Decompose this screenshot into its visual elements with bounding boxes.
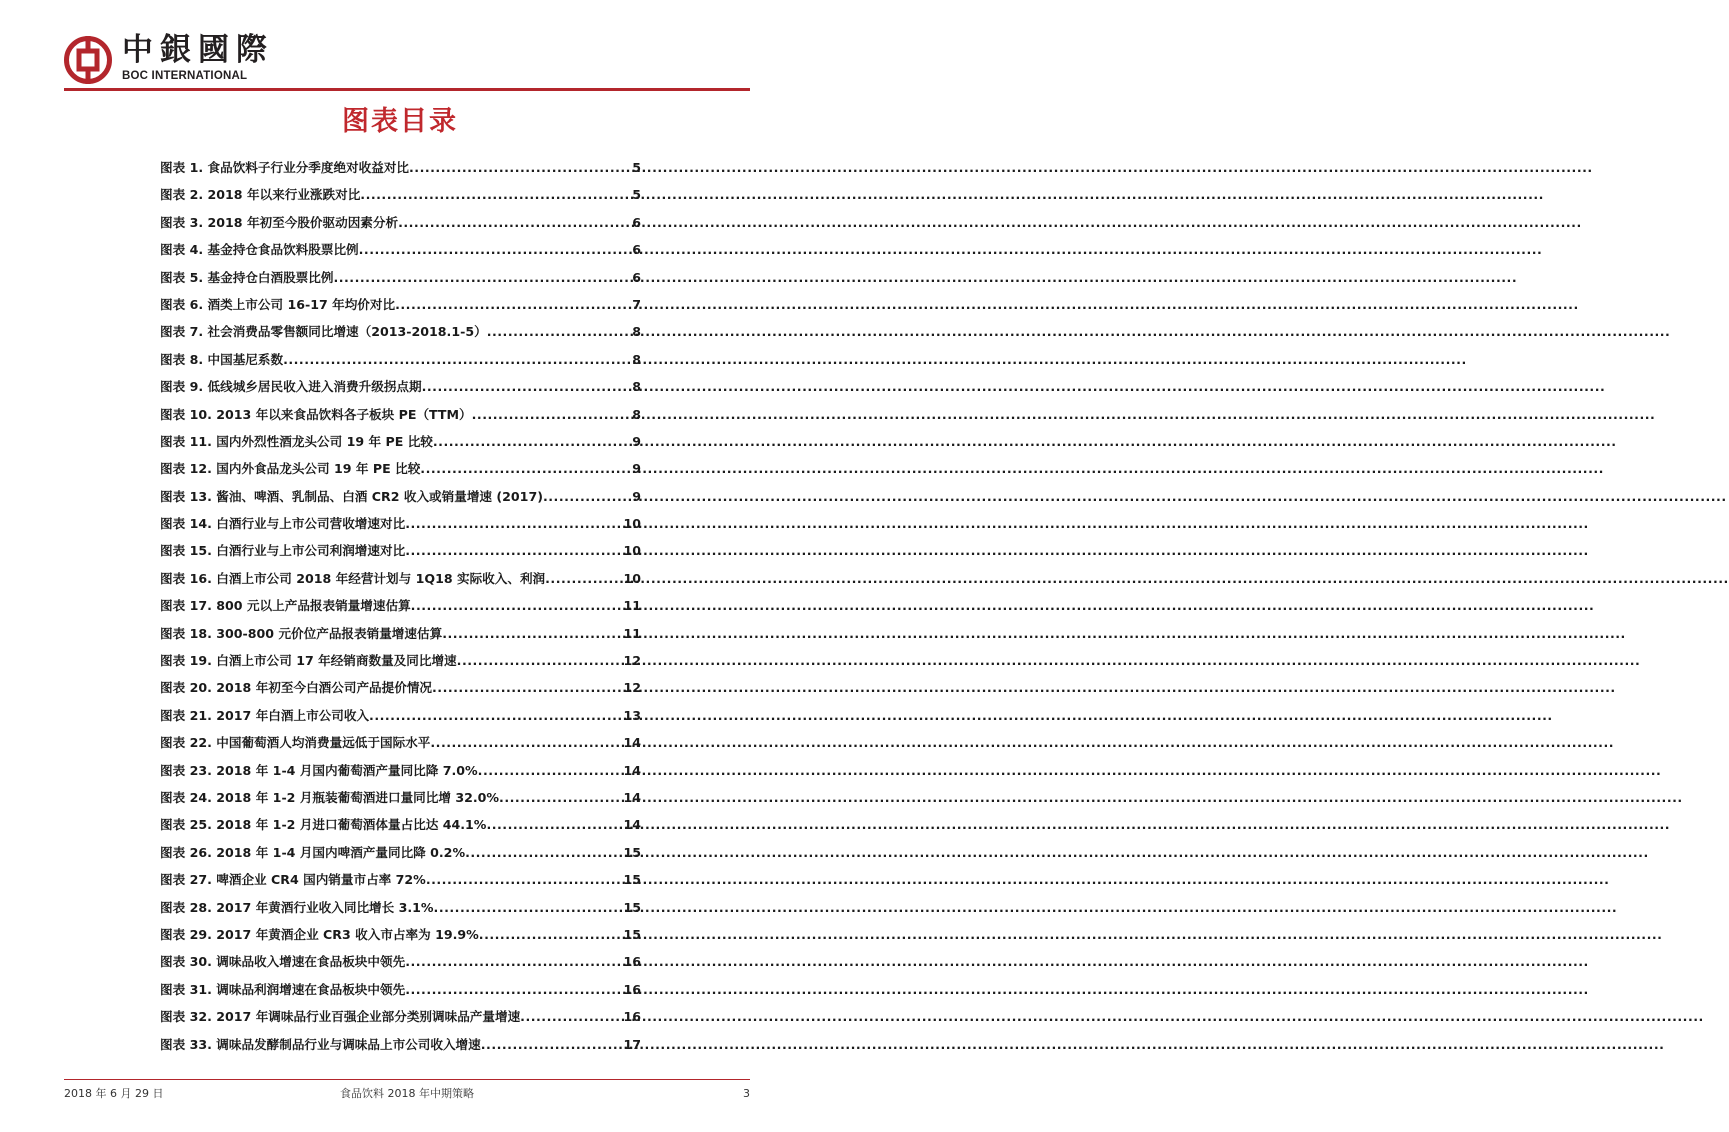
toc-entry-label: 图表 29. 2017 年黄酒企业 CR3 收入市占率为 19.9% — [160, 926, 479, 942]
toc-entry[interactable] — [160, 1031, 641, 1058]
toc-dot-leader — [405, 537, 623, 564]
toc-entry[interactable] — [160, 948, 641, 975]
toc-dot-leader — [543, 483, 632, 510]
toc-entry-page: 9 — [632, 433, 641, 449]
toc-dot-leader — [395, 291, 632, 318]
toc-entry-label: 图表 22. 中国葡萄酒人均消费量远低于国际水平 — [160, 735, 431, 751]
toc-entry[interactable] — [160, 757, 641, 784]
toc-entry-page: 16 — [623, 981, 641, 997]
toc-dot-leader — [434, 894, 624, 921]
toc-entry[interactable] — [160, 181, 641, 208]
toc-entry-page: 15 — [623, 844, 641, 860]
toc-entry[interactable] — [160, 620, 641, 647]
toc-entry[interactable] — [160, 894, 641, 921]
toc-entry[interactable] — [160, 647, 641, 674]
toc-dot-leader — [409, 154, 632, 181]
toc-entry-page: 16 — [623, 1009, 641, 1025]
footer-divider — [64, 1079, 750, 1080]
toc-entry[interactable] — [160, 264, 641, 291]
toc-entry[interactable] — [160, 291, 641, 318]
toc-entry-page: 8 — [632, 379, 641, 395]
toc-entry[interactable] — [160, 921, 641, 948]
toc-entry-label: 图表 2. 2018 年以来行业涨跌对比 — [160, 187, 361, 203]
toc-entry-page: 5 — [632, 160, 641, 175]
page-title: 图表目录 — [342, 106, 458, 137]
toc-entry[interactable] — [160, 702, 641, 729]
toc-entry-label: 图表 12. 国内外食品龙头公司 19 年 PE 比较 — [160, 461, 421, 477]
toc-dot-leader — [333, 264, 632, 291]
toc-entry-page: 8 — [632, 351, 641, 367]
toc-entry[interactable] — [160, 866, 641, 893]
toc-entry-label: 图表 25. 2018 年 1-2 月进口葡萄酒体量占比达 44.1% — [160, 817, 487, 833]
toc-entry-label: 图表 13. 酱油、啤酒、乳制品、白酒 CR2 收入或销量增速 (2017) — [160, 488, 543, 504]
table-of-figures — [160, 154, 641, 1058]
toc-dot-leader — [457, 647, 624, 674]
toc-entry[interactable] — [160, 346, 641, 373]
toc-dot-leader — [442, 620, 623, 647]
toc-entry-page: 17 — [623, 1036, 641, 1052]
toc-dot-leader — [405, 976, 623, 1003]
toc-entry-label: 图表 8. 中国基尼系数 — [160, 351, 284, 367]
toc-dot-leader — [426, 866, 624, 893]
toc-entry-page: 9 — [632, 488, 641, 504]
toc-entry-label: 图表 21. 2017 年白酒上市公司收入 — [160, 707, 370, 723]
toc-entry-page: 5 — [632, 187, 641, 203]
boc-logo-icon — [64, 36, 112, 84]
toc-entry-page: 12 — [623, 680, 641, 696]
toc-dot-leader — [369, 702, 623, 729]
toc-entry-page: 15 — [623, 926, 641, 942]
footer-page-number: 3 — [743, 1087, 750, 1100]
toc-dot-leader — [398, 209, 632, 236]
toc-entry-label: 图表 19. 白酒上市公司 17 年经销商数量及同比增速 — [160, 653, 457, 669]
toc-entry-page: 9 — [632, 461, 641, 477]
toc-entry-page: 6 — [632, 242, 641, 258]
toc-entry[interactable] — [160, 537, 641, 564]
toc-entry-label: 图表 10. 2013 年以来食品饮料各子板块 PE（TTM） — [160, 406, 472, 422]
toc-entry[interactable] — [160, 811, 641, 838]
toc-dot-leader — [465, 839, 623, 866]
toc-entry-page: 15 — [623, 872, 641, 888]
toc-dot-leader — [499, 784, 623, 811]
toc-entry[interactable] — [160, 976, 641, 1003]
toc-entry[interactable] — [160, 565, 641, 592]
toc-entry[interactable] — [160, 674, 641, 701]
toc-entry-label: 图表 16. 白酒上市公司 2018 年经营计划与 1Q18 实际收入、利润 — [160, 570, 546, 586]
toc-entry-label: 图表 17. 800 元以上产品报表销量增速估算 — [160, 598, 411, 614]
toc-entry-label: 图表 28. 2017 年黄酒行业收入同比增长 3.1% — [160, 899, 434, 915]
toc-dot-leader — [420, 455, 632, 482]
header-divider — [64, 88, 750, 91]
toc-dot-leader — [405, 510, 623, 537]
toc-entry-page: 7 — [632, 296, 641, 312]
toc-entry[interactable] — [160, 318, 641, 345]
toc-entry-label: 图表 4. 基金持仓食品饮料股票比例 — [160, 242, 359, 258]
toc-dot-leader — [472, 401, 633, 428]
toc-dot-leader — [422, 373, 633, 400]
toc-entry-label: 图表 1. 食品饮料子行业分季度绝对收益对比 — [160, 160, 410, 175]
toc-entry-page: 8 — [632, 406, 641, 422]
toc-dot-leader — [405, 948, 623, 975]
document-page — [0, 0, 800, 1132]
toc-entry-label: 图表 23. 2018 年 1-4 月国内葡萄酒产量同比降 7.0% — [160, 762, 478, 778]
toc-dot-leader — [479, 921, 624, 948]
toc-entry-label: 图表 5. 基金持仓白酒股票比例 — [160, 269, 334, 285]
toc-entry[interactable] — [160, 784, 641, 811]
toc-dot-leader — [359, 236, 633, 263]
toc-entry[interactable] — [160, 729, 641, 756]
toc-entry-page: 15 — [623, 899, 641, 915]
toc-entry-page: 14 — [623, 735, 641, 751]
toc-entry-page: 6 — [632, 269, 641, 285]
toc-entry-page: 11 — [623, 625, 641, 641]
toc-entry-label: 图表 6. 酒类上市公司 16-17 年均价对比 — [160, 296, 396, 312]
toc-entry[interactable] — [160, 592, 641, 619]
toc-dot-leader — [478, 757, 624, 784]
toc-entry-page: 13 — [623, 707, 641, 723]
toc-entry-page: 11 — [623, 598, 641, 614]
toc-entry-label: 图表 3. 2018 年初至今股价驱动因素分析 — [160, 214, 399, 230]
toc-entry-page: 10 — [623, 570, 641, 586]
toc-entry-page: 10 — [623, 516, 641, 532]
footer-document-title: 食品饮料 2018 年中期策略 — [340, 1087, 474, 1100]
toc-entry[interactable] — [160, 428, 641, 455]
page-footer — [64, 1085, 750, 1103]
toc-entry-label: 图表 18. 300-800 元价位产品报表销量增速估算 — [160, 625, 443, 641]
toc-entry-label: 图表 14. 白酒行业与上市公司营收增速对比 — [160, 516, 406, 532]
toc-entry[interactable] — [160, 510, 641, 537]
toc-dot-leader — [432, 674, 623, 701]
toc-dot-leader — [486, 811, 623, 838]
toc-entry[interactable] — [160, 209, 641, 236]
toc-entry[interactable] — [160, 455, 641, 482]
toc-dot-leader — [520, 1003, 623, 1030]
toc-entry-page: 8 — [632, 324, 641, 340]
toc-dot-leader — [411, 592, 624, 619]
toc-entry-page: 12 — [623, 653, 641, 669]
toc-dot-leader — [430, 729, 623, 756]
toc-dot-leader — [487, 318, 633, 345]
toc-entry[interactable] — [160, 839, 641, 866]
toc-entry[interactable] — [160, 236, 641, 263]
toc-dot-leader — [283, 346, 632, 373]
toc-dot-leader — [433, 428, 632, 455]
toc-entry-label: 图表 31. 调味品利润增速在食品板块中领先 — [160, 981, 406, 997]
toc-entry-page: 6 — [632, 214, 641, 230]
toc-entry[interactable] — [160, 154, 641, 181]
toc-entry-label: 图表 20. 2018 年初至今白酒公司产品提价情况 — [160, 680, 433, 696]
toc-entry-label: 图表 32. 2017 年调味品行业百强企业部分类别调味品产量增速 — [160, 1009, 521, 1025]
toc-entry-label: 图表 11. 国内外烈性酒龙头公司 19 年 PE 比较 — [160, 433, 433, 449]
toc-entry-label: 图表 24. 2018 年 1-2 月瓶装葡萄酒进口量同比增 32.0% — [160, 789, 500, 805]
toc-entry[interactable] — [160, 483, 641, 510]
toc-entry[interactable] — [160, 401, 641, 428]
toc-entry-label: 图表 9. 低线城乡居民收入进入消费升级拐点期 — [160, 379, 422, 395]
toc-entry-page: 16 — [623, 954, 641, 970]
brand-name-chinese: 中銀國際 — [122, 32, 274, 68]
toc-dot-leader — [360, 181, 632, 208]
toc-entry-label: 图表 30. 调味品收入增速在食品板块中领先 — [160, 954, 406, 970]
toc-entry-page: 14 — [623, 817, 641, 833]
toc-dot-leader — [545, 565, 623, 592]
toc-entry-label: 图表 33. 调味品发酵制品行业与调味品上市公司收入增速 — [160, 1036, 481, 1052]
toc-entry-page: 10 — [623, 543, 641, 559]
toc-entry-label: 图表 15. 白酒行业与上市公司利润增速对比 — [160, 543, 406, 559]
footer-date: 2018 年 6 月 29 日 — [64, 1087, 164, 1100]
toc-entry-page: 14 — [623, 789, 641, 805]
toc-entry-label: 图表 26. 2018 年 1-4 月国内啤酒产量同比降 0.2% — [160, 844, 466, 860]
toc-entry-page: 14 — [623, 762, 641, 778]
toc-entry-label: 图表 27. 啤酒企业 CR4 国内销量市占率 72% — [160, 872, 426, 888]
toc-dot-leader — [481, 1031, 624, 1058]
toc-entry[interactable] — [160, 1003, 641, 1030]
toc-entry-label: 图表 7. 社会消费品零售额同比增速（2013-2018.1-5） — [160, 324, 487, 340]
brand-name-english: BOC INTERNATIONAL — [122, 70, 248, 82]
toc-entry[interactable] — [160, 373, 641, 400]
